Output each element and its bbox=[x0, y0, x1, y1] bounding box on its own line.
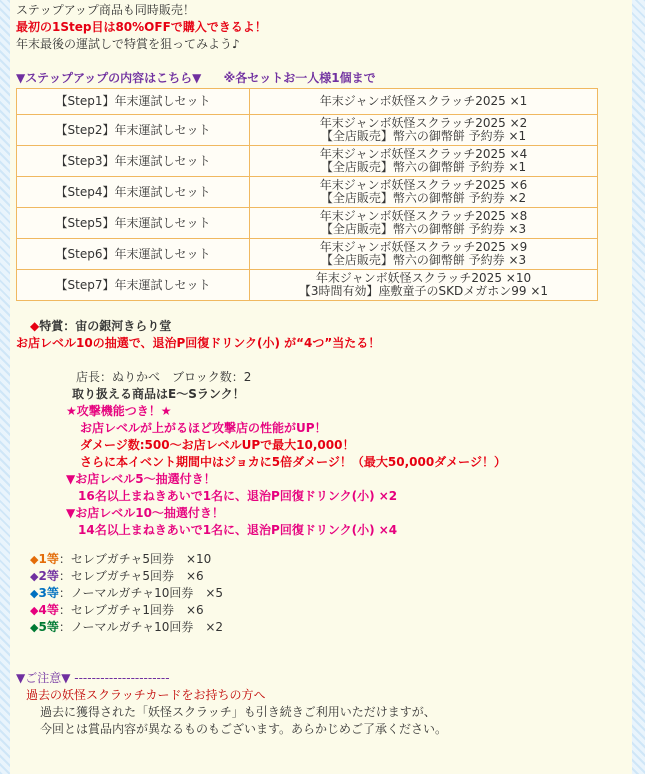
prize-text: ：ノーマルガチャ10回券 ×5 bbox=[58, 586, 224, 600]
step-row bbox=[17, 146, 598, 177]
shop-manager: 店長：ぬりかべ ブロック数：2 bbox=[76, 370, 252, 384]
step-name: 【Step4】年末運試しセット bbox=[17, 177, 250, 208]
step-item-line-1: 年末ジャンボ妖怪スクラッチ2025 ×1 bbox=[319, 94, 528, 108]
tokusho-shop: 特賞：宙の銀河きらり堂 bbox=[39, 319, 172, 333]
step-row bbox=[17, 270, 598, 301]
notice-line-1: 過去に獲得された「妖怪スクラッチ」も引き続きご利用いただけますが、 bbox=[40, 705, 436, 719]
step-header-note: ※各セットお一人様1個まで bbox=[223, 71, 376, 85]
prize-text: ：セレブガチャ5回券 ×6 bbox=[58, 569, 204, 583]
diamond-icon: ◆ bbox=[30, 621, 39, 634]
step-contents bbox=[250, 89, 598, 115]
diamond-icon: ◆ bbox=[30, 587, 39, 600]
lottery-title-2: ▼お店レベル10〜抽選付き！ bbox=[66, 506, 224, 520]
tokusho-headline: お店レベル10の抽選で、退治P回復ドリンク(小) が“4つ”当たる！ bbox=[16, 336, 381, 350]
attack-line-2: ダメージ数:500〜お店レベルUPで最大10,000！ bbox=[80, 438, 355, 452]
attack-title: ★攻撃機能つき！★ bbox=[66, 404, 172, 418]
step-name: 【Step2】年末運試しセット bbox=[17, 115, 250, 146]
step-item-line-2: 【全店販売】幣六の御幣餅 予約券 ×2 bbox=[320, 191, 527, 205]
prize-rank: 5等 bbox=[38, 620, 59, 634]
step-item-line-1: 年末ジャンボ妖怪スクラッチ2025 ×9 bbox=[319, 240, 528, 254]
step-contents bbox=[250, 177, 598, 208]
step-name: 【Step7】年末運試しセット bbox=[17, 270, 250, 301]
lottery-detail-2: 14名以上まねきあいで1名に、退治P回復ドリンク(小) ×4 bbox=[78, 523, 398, 537]
prize-item bbox=[16, 585, 626, 602]
event-content bbox=[10, 0, 632, 774]
prize-rank: 1等 bbox=[38, 552, 59, 566]
diamond-icon: ◆ bbox=[30, 570, 39, 583]
attack-line-1: お店レベルが上がるほど攻撃店の性能がUP！ bbox=[80, 421, 327, 435]
prize-list bbox=[16, 551, 626, 636]
step-contents bbox=[250, 239, 598, 270]
step-name: 【Step3】年末運試しセット bbox=[17, 146, 250, 177]
step-item-line-1: 年末ジャンボ妖怪スクラッチ2025 ×2 bbox=[319, 116, 528, 130]
step-item-line-1: 年末ジャンボ妖怪スクラッチ2025 ×6 bbox=[319, 178, 528, 192]
step-row bbox=[17, 208, 598, 239]
step-header bbox=[16, 70, 626, 87]
lottery-title-1: ▼お店レベル5〜抽選付き！ bbox=[66, 472, 216, 486]
prize-rank: 3等 bbox=[38, 586, 59, 600]
step-contents bbox=[250, 115, 598, 146]
step-name: 【Step6】年末運試しセット bbox=[17, 239, 250, 270]
intro-line-3: 年末最後の運試しで特賞を狙ってみよう♪ bbox=[16, 37, 240, 51]
step-item-line-2: 【3時間有効】座敷童子のSKDメガホン99 ×1 bbox=[298, 284, 549, 298]
attack-line-3: さらに本イベント期間中はジョカに5倍ダメージ！（最大50,000ダメージ！） bbox=[80, 455, 506, 469]
diamond-icon: ◆ bbox=[30, 319, 40, 333]
tokusho-label bbox=[16, 318, 626, 335]
prize-text: ：セレブガチャ5回券 ×10 bbox=[58, 552, 212, 566]
step-header-title: ▼ステップアップの内容はこちら▼ bbox=[16, 71, 202, 85]
step-name: 【Step1】年末運試しセット bbox=[17, 89, 250, 115]
step-item-line-1: 年末ジャンボ妖怪スクラッチ2025 ×10 bbox=[315, 271, 532, 285]
notice-line-2: 今回とは賞品内容が異なるものもございます。あらかじめご了承ください。 bbox=[40, 722, 448, 736]
prize-rank: 4等 bbox=[38, 603, 59, 617]
lottery-detail-1: 16名以上まねきあいで1名に、退治P回復ドリンク(小) ×2 bbox=[78, 489, 398, 503]
step-table bbox=[16, 88, 598, 301]
step-item-line-2: 【全店販売】幣六の御幣餅 予約券 ×1 bbox=[320, 129, 527, 143]
step-item-line-1: 年末ジャンボ妖怪スクラッチ2025 ×4 bbox=[319, 147, 528, 161]
prize-text: ：セレブガチャ1回券 ×6 bbox=[58, 603, 204, 617]
step-item-line-2: 【全店販売】幣六の御幣餅 予約券 ×3 bbox=[320, 253, 527, 267]
step-row bbox=[17, 115, 598, 146]
step-contents bbox=[250, 146, 598, 177]
step-item-line-2: 【全店販売】幣六の御幣餅 予約券 ×1 bbox=[320, 160, 527, 174]
prize-text: ：ノーマルガチャ10回券 ×2 bbox=[58, 620, 224, 634]
step-name: 【Step5】年末運試しセット bbox=[17, 208, 250, 239]
prize-item bbox=[16, 551, 626, 568]
prize-item bbox=[16, 619, 626, 636]
prize-rank: 2等 bbox=[38, 569, 59, 583]
step-contents bbox=[250, 208, 598, 239]
step-contents bbox=[250, 270, 598, 301]
notice-title: ▼ご注意▼ ---------------------- bbox=[16, 671, 170, 685]
step-item-line-1: 年末ジャンボ妖怪スクラッチ2025 ×8 bbox=[319, 209, 528, 223]
step-row bbox=[17, 89, 598, 115]
notice-subtitle: 過去の妖怪スクラッチカードをお持ちの方へ bbox=[26, 688, 266, 702]
prize-item bbox=[16, 602, 626, 619]
shop-rank: 取り扱える商品はE〜Sランク！ bbox=[72, 387, 245, 401]
diamond-icon: ◆ bbox=[30, 553, 39, 566]
step-item-line-2: 【全店販売】幣六の御幣餅 予約券 ×3 bbox=[320, 222, 527, 236]
diamond-icon: ◆ bbox=[30, 604, 39, 617]
intro-discount: 最初の1Step目は80%OFFで購入できるよ！ bbox=[16, 20, 267, 34]
intro-line-1: ステップアップ商品も同時販売！ bbox=[16, 3, 195, 17]
prize-item bbox=[16, 568, 626, 585]
step-row bbox=[17, 239, 598, 270]
step-row bbox=[17, 177, 598, 208]
